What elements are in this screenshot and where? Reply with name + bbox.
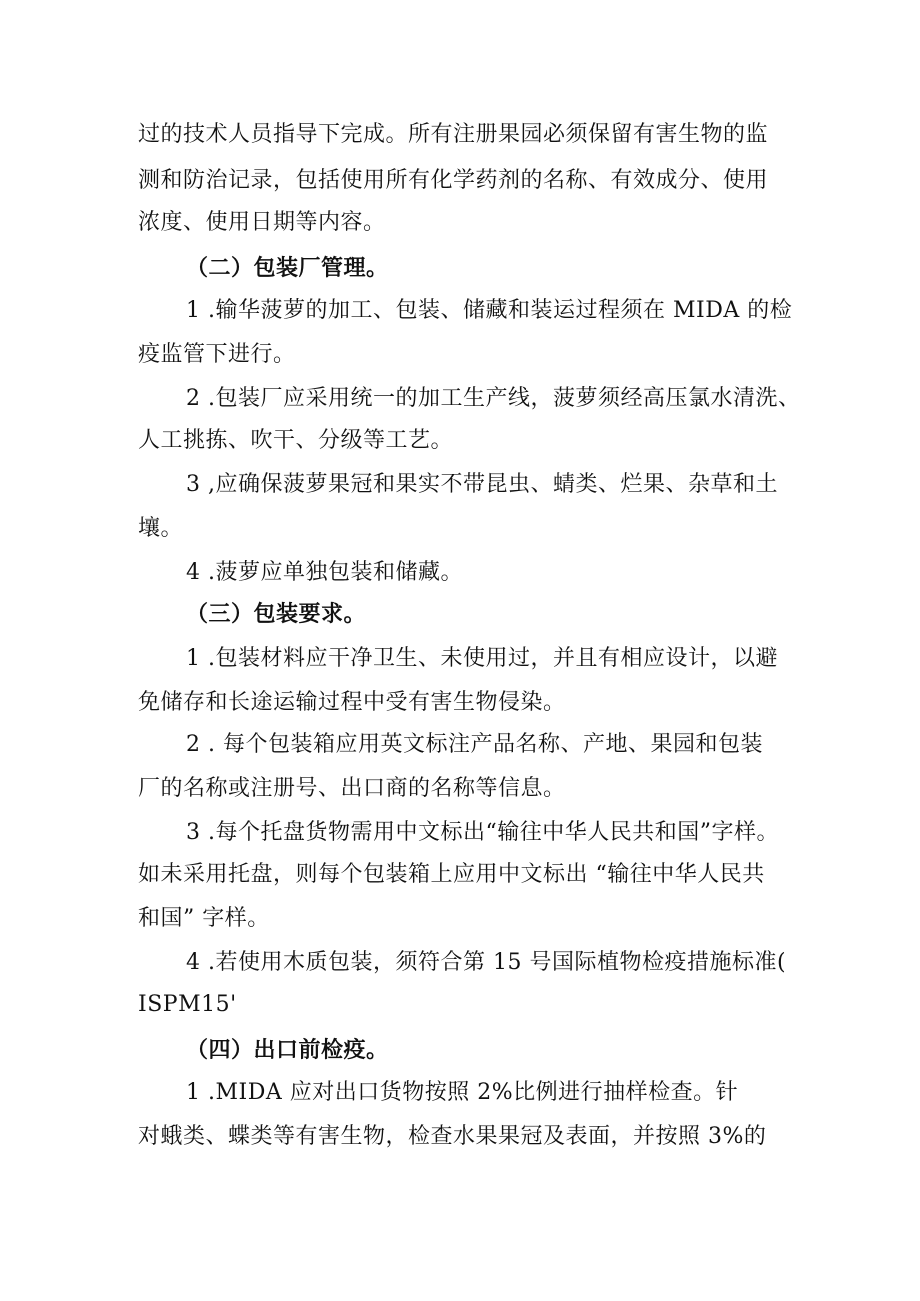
list-item-line: 4 .菠萝应单独包装和储藏。 [186,560,463,585]
paragraph-line: 厂的名称或注册号、出口商的名称等信息。 [138,776,566,801]
paragraph-line: 免储存和长途运输过程中受有害生物侵染。 [138,690,566,715]
list-item-line: 4 .若使用木质包装，须符合第 15 号国际植物检疫措施标准( [186,950,787,975]
section-heading-4: （四）出口前检疫。 [186,1038,389,1063]
list-item-line: 2 .包装厂应采用统一的加工生产线，菠萝须经高压氯水清洗、 [186,386,801,411]
list-item-line: 3 ,应确保菠萝果冠和果实不带昆虫、蜻类、烂果、杂草和土 [186,472,778,497]
paragraph-line: 和国” 字样。 [138,906,270,931]
section-heading-2: （二）包装厂管理。 [186,256,389,281]
list-item-line: 1 .MIDA 应对出口货物按照 2%比例进行抽样检查。针 [186,1080,739,1105]
paragraph-line: 壤。 [138,516,184,541]
paragraph-line: 测和防治记录，包括使用所有化学药剂的名称、有效成分、使用 [138,168,769,193]
list-item-line: 2 . 每个包装箱应用英文标注产品名称、产地、果园和包装 [186,732,763,757]
paragraph-line: 如未采用托盘，则每个包装箱上应用中文标出 “输往中华人民共 [138,862,765,887]
list-item-line: 1 .输华菠萝的加工、包装、储藏和装运过程须在 MIDA 的检 [186,298,793,323]
section-heading-3: （三）包装要求。 [186,602,367,627]
paragraph-line: 过的技术人员指导下完成。所有注册果园必须保留有害生物的监 [138,122,769,147]
paragraph-line: 人工挑拣、吹干、分级等工艺。 [138,428,454,453]
list-item-line: 1 .包装材料应干净卫生、未使用过，并且有相应设计，以避 [186,646,778,671]
paragraph-line: 浓度、使用日期等内容。 [138,210,386,235]
paragraph-line: 对蛾类、蝶类等有害生物，检查水果果冠及表面，并按照 3%的 [138,1124,767,1149]
list-item-line: 3 .每个托盘货物需用中文标出“输往中华人民共和国”字样。 [186,820,779,845]
paragraph-line: ISPM15' [138,992,237,1017]
paragraph-line: 疫监管下进行。 [138,342,296,367]
